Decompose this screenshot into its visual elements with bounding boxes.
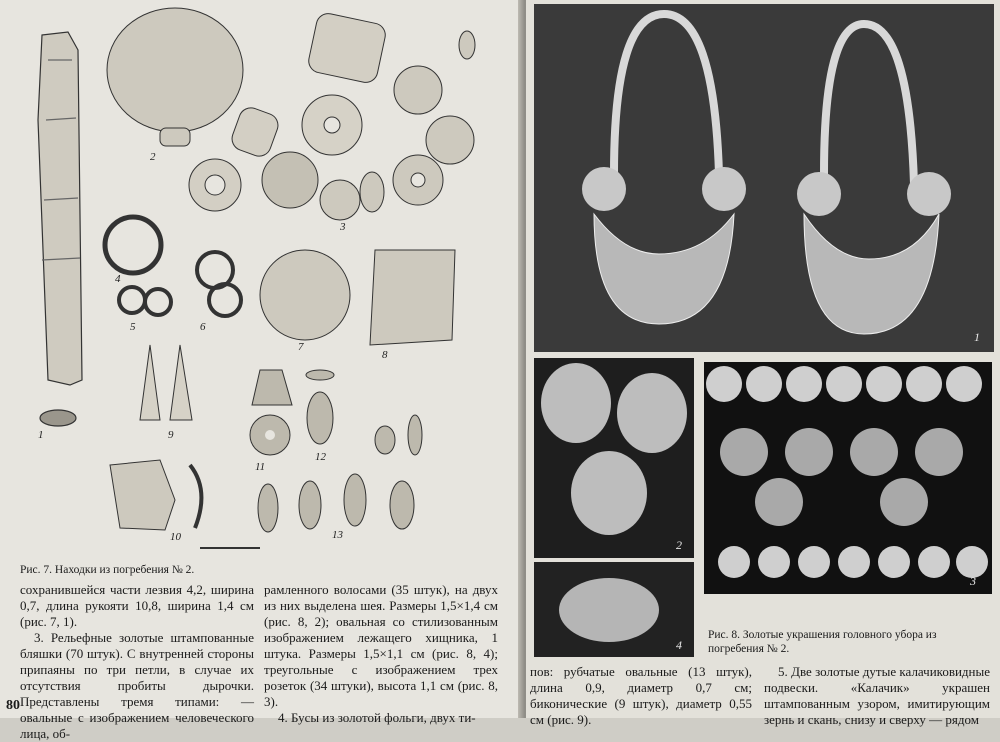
disk-drawing — [107, 8, 243, 132]
text-column-2 — [264, 582, 498, 726]
fig-label: 7 — [298, 341, 304, 353]
fig-label: 5 — [130, 321, 136, 333]
fig-label: 6 — [200, 321, 206, 333]
page-number: 80 — [6, 698, 20, 713]
text-column-1 — [20, 582, 254, 742]
paragraph: 4. Бусы из золотой фольги, двух ти- — [278, 710, 476, 725]
fig-label: 2 — [150, 151, 156, 163]
figure-7-drawings — [20, 0, 520, 560]
photo-label: 4 — [676, 638, 682, 652]
fig-label: 1 — [38, 429, 44, 441]
photo-face-plaques — [534, 358, 694, 558]
text-column-2: 5. Две золотые дутые калачиковидные подвески. «Калачик» украшен штампованным узором, имитирующим зернь и скань, снизу и сверху — рядом — [764, 664, 990, 727]
paragraph: сохранившейся части лезвия 4,2, ширина 0,7, длина рукояти 10,8, ширина 1,4 см (рис. 7, 1). — [20, 582, 254, 629]
paragraph: рамленного волосами (35 штук), на двух из них выделена шея. Размеры 1,5×1,4 см (рис. 8, 2); овальная со стилизованным изображением лежащего хищника, 1 штука. Размеры 1,5×1,1 см (рис. 8, 4); треугольные с изображением трех розеток (34 штуки), высота 1,1 см (рис. 8, 3). — [264, 582, 498, 709]
fig-label: 8 — [382, 349, 388, 361]
figure-caption: Рис. 7. Находки из погребения № 2. — [20, 564, 195, 576]
fig-label: 10 — [170, 531, 181, 543]
fig-label: 3 — [340, 221, 346, 233]
fig-label: 9 — [168, 429, 174, 441]
photo-label: 1 — [974, 330, 980, 344]
photo-label: 2 — [676, 538, 682, 552]
photo-earrings — [534, 4, 994, 352]
dagger-drawing — [38, 32, 82, 426]
text-column-1: пов: рубчатые овальные (13 штук), длина 0,9, диаметр 0,7 см; биконические (9 штук), диаметр 0,55 см (рис. 9). — [530, 664, 752, 727]
right-page — [526, 0, 1000, 727]
fig-label: 4 — [115, 273, 121, 285]
figure-caption: Рис. 8. Золотые украшения головного убора из погребения № 2. — [708, 629, 937, 655]
paragraph: 3. Рельефные золотые штампованные бляшки (70 штук). С внутренней стороны припаяны по три петли, в случае их отсутствия пробиты дырочки. Представлены тремя типами: — овальные с изображением человеческого лица, об- — [20, 630, 254, 741]
fig-label: 12 — [315, 451, 326, 463]
fig-label: 11 — [255, 461, 266, 473]
photo-label: 3 — [970, 574, 976, 588]
photo-beads — [704, 362, 992, 594]
photo-predator-plaque — [534, 562, 694, 657]
fig-label: 13 — [332, 529, 343, 541]
